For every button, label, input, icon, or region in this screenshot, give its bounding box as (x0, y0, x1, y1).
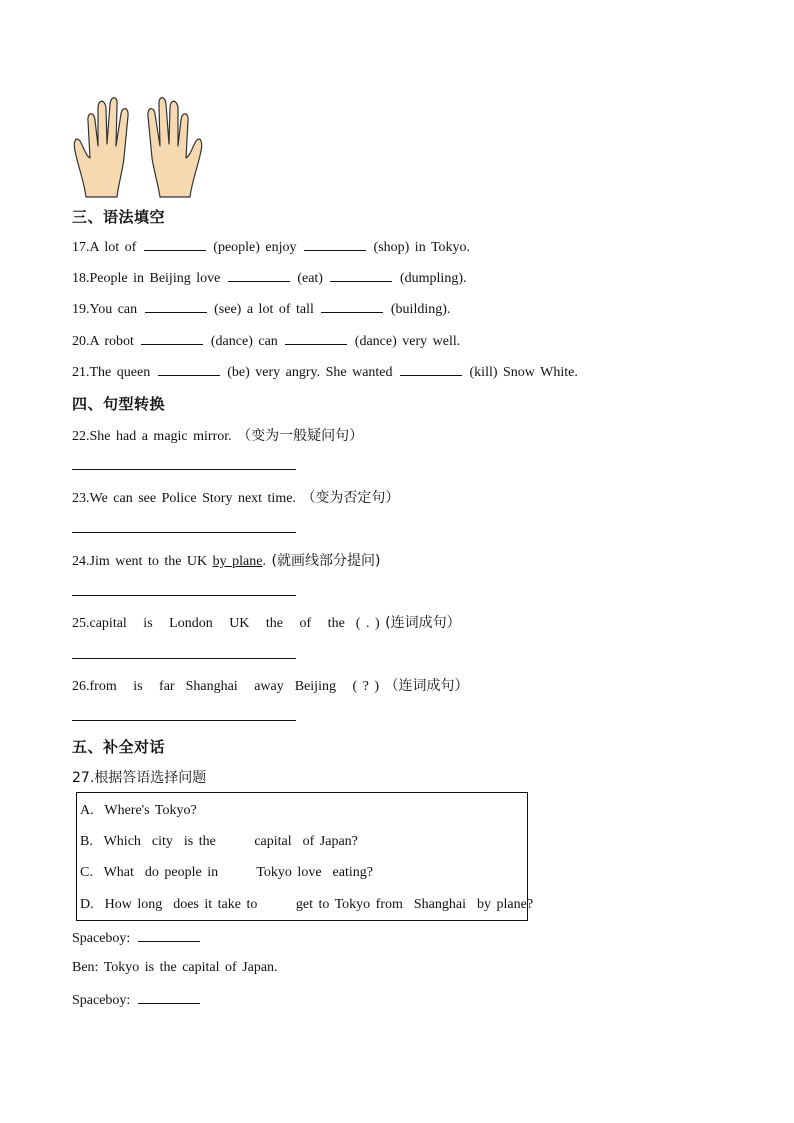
blank[interactable] (285, 332, 347, 345)
underlined-phrase: by plane (212, 554, 263, 569)
question-20: 20.A robot (dance) can (dance) very well. (72, 334, 461, 349)
section-title-grammar: 三、语法填空 (72, 208, 166, 226)
hands-illustration (72, 96, 208, 198)
question-23: 23.We can see Police Story next time. （变为否定句） (72, 490, 400, 506)
blank[interactable] (400, 363, 462, 376)
option-d[interactable]: D. How long does it take to get to Tokyo from Shanghai by plane? (80, 897, 534, 912)
section-title-dialogue: 五、补全对话 (72, 738, 166, 756)
answer-line[interactable] (72, 532, 296, 533)
question-24: 24.Jim went to the UK by plane. (就画线部分提问) (72, 553, 381, 569)
question-26: 26.from is far Shanghai away Beijing ( ? ) （连词成句） (72, 678, 469, 694)
dialogue-line-3: Spaceboy: (72, 991, 202, 1009)
question-27-title: 27.根据答语选择问题 (72, 770, 207, 786)
blank[interactable] (138, 929, 200, 942)
question-17: 17.A lot of (people) enjoy (shop) in Tokyo. (72, 240, 471, 255)
blank[interactable] (144, 238, 206, 251)
section-title-sentence-transform: 四、句型转换 (72, 395, 166, 413)
question-18: 18.People in Beijing love (eat) (dumpling). (72, 271, 467, 286)
question-19: 19.You can (see) a lot of tall (building). (72, 302, 451, 317)
blank[interactable] (304, 238, 366, 251)
question-22: 22.She had a magic mirror. （变为一般疑问句） (72, 428, 364, 444)
dialogue-line-2: Ben: Tokyo is the capital of Japan. (72, 960, 278, 975)
question-21: 21.The queen (be) very angry. She wanted (kill) Snow White. (72, 365, 578, 380)
blank[interactable] (228, 269, 290, 282)
blank[interactable] (145, 300, 207, 313)
blank[interactable] (330, 269, 392, 282)
answer-line[interactable] (72, 595, 296, 596)
blank[interactable] (138, 991, 200, 1004)
options-box (76, 792, 534, 921)
option-a[interactable]: A. Where's Tokyo? (80, 803, 197, 818)
answer-line[interactable] (72, 469, 296, 470)
answer-line[interactable] (72, 658, 296, 659)
blank[interactable] (158, 363, 220, 376)
option-b[interactable]: B. Which city is the capital of Japan? (80, 834, 358, 849)
option-c[interactable]: C. What do people in Tokyo love eating? (80, 865, 373, 880)
answer-line[interactable] (72, 720, 296, 721)
blank[interactable] (141, 332, 203, 345)
dialogue-line-1: Spaceboy: (72, 929, 202, 947)
blank[interactable] (321, 300, 383, 313)
question-25: 25.capital is London UK the of the ( . ) (连词成句） (72, 615, 461, 631)
